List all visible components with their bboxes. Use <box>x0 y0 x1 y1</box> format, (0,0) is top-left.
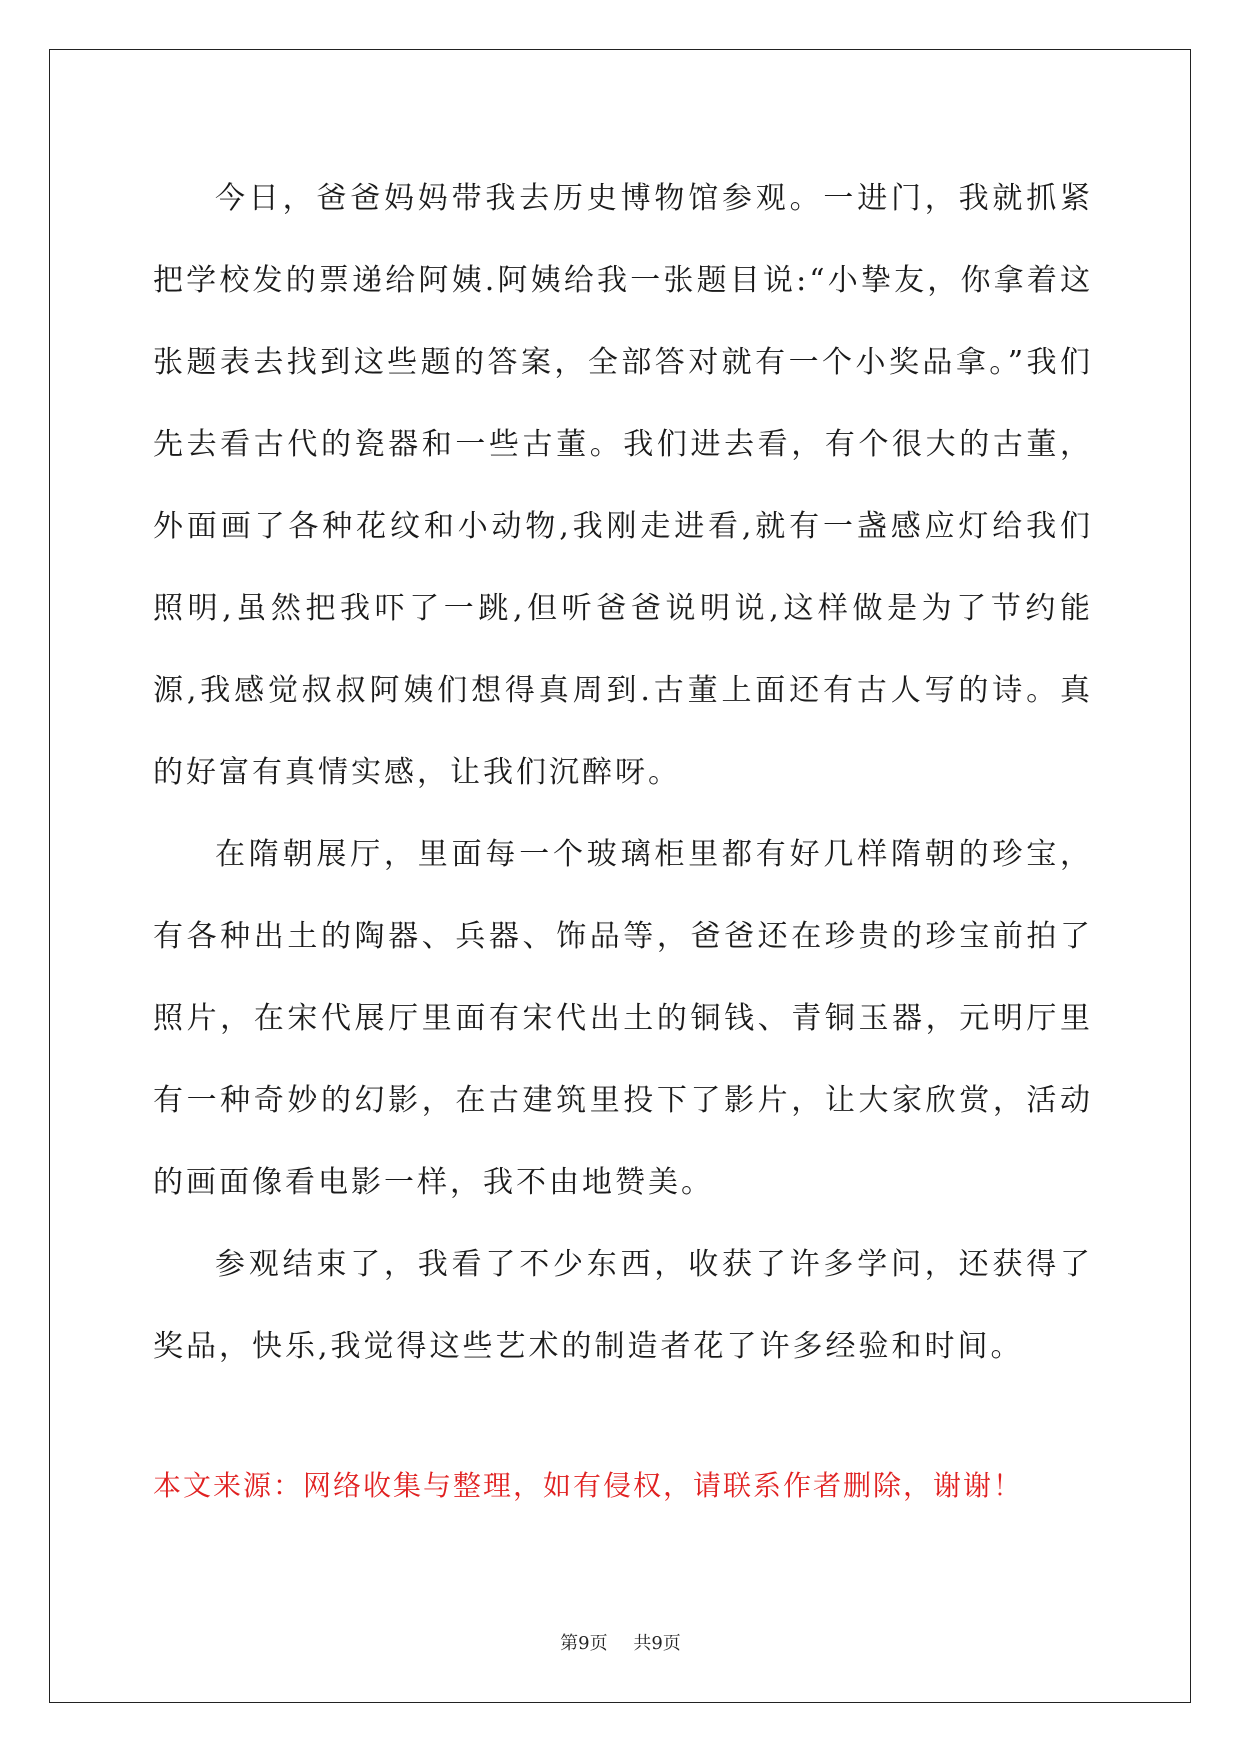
paragraph-3: 参观结束了，我看了不少东西，收获了许多学问，还获得了奖品，快乐,我觉得这些艺术的制造者花了许多经验和时间。 <box>153 1247 1093 1364</box>
source-disclaimer: 本文来源：网络收集与整理，如有侵权，请联系作者删除，谢谢！ <box>153 1469 1024 1502</box>
document-body <box>153 158 1093 1388</box>
page-footer <box>0 1629 1241 1655</box>
paragraph-2: 在隋朝展厅，里面每一个玻璃柜里都有好几样隋朝的珍宝，有各种出土的陶器、兵器、饰品等，爸爸还在珍贵的珍宝前拍了照片，在宋代展厅里面有宋代出土的铜钱、青铜玉器，元明厅里有一种奇妙的幻影，在古建筑里投下了影片，让大家欣赏，活动的画面像看电影一样，我不由地赞美。 <box>153 837 1093 1200</box>
current-page-label: 第9页 <box>560 1633 608 1654</box>
total-pages-label: 共9页 <box>633 1633 681 1654</box>
paragraph-1: 今日，爸爸妈妈带我去历史博物馆参观。一进门，我就抓紧把学校发的票递给阿姨.阿姨给我一张题目说:“小挚友，你拿着这张题表去找到这些题的答案，全部答对就有一个小奖品拿。”我们先去看古代的瓷器和一些古董。我们进去看，有个很大的古董，外面画了各种花纹和小动物,我刚走进看,就有一盏感应灯给我们照明,虽然把我吓了一跳,但听爸爸说明说,这样做是为了节约能源,我感觉叔叔阿姨们想得真周到.古董上面还有古人写的诗。真的好富有真情实感，让我们沉醉呀。 <box>153 181 1093 790</box>
